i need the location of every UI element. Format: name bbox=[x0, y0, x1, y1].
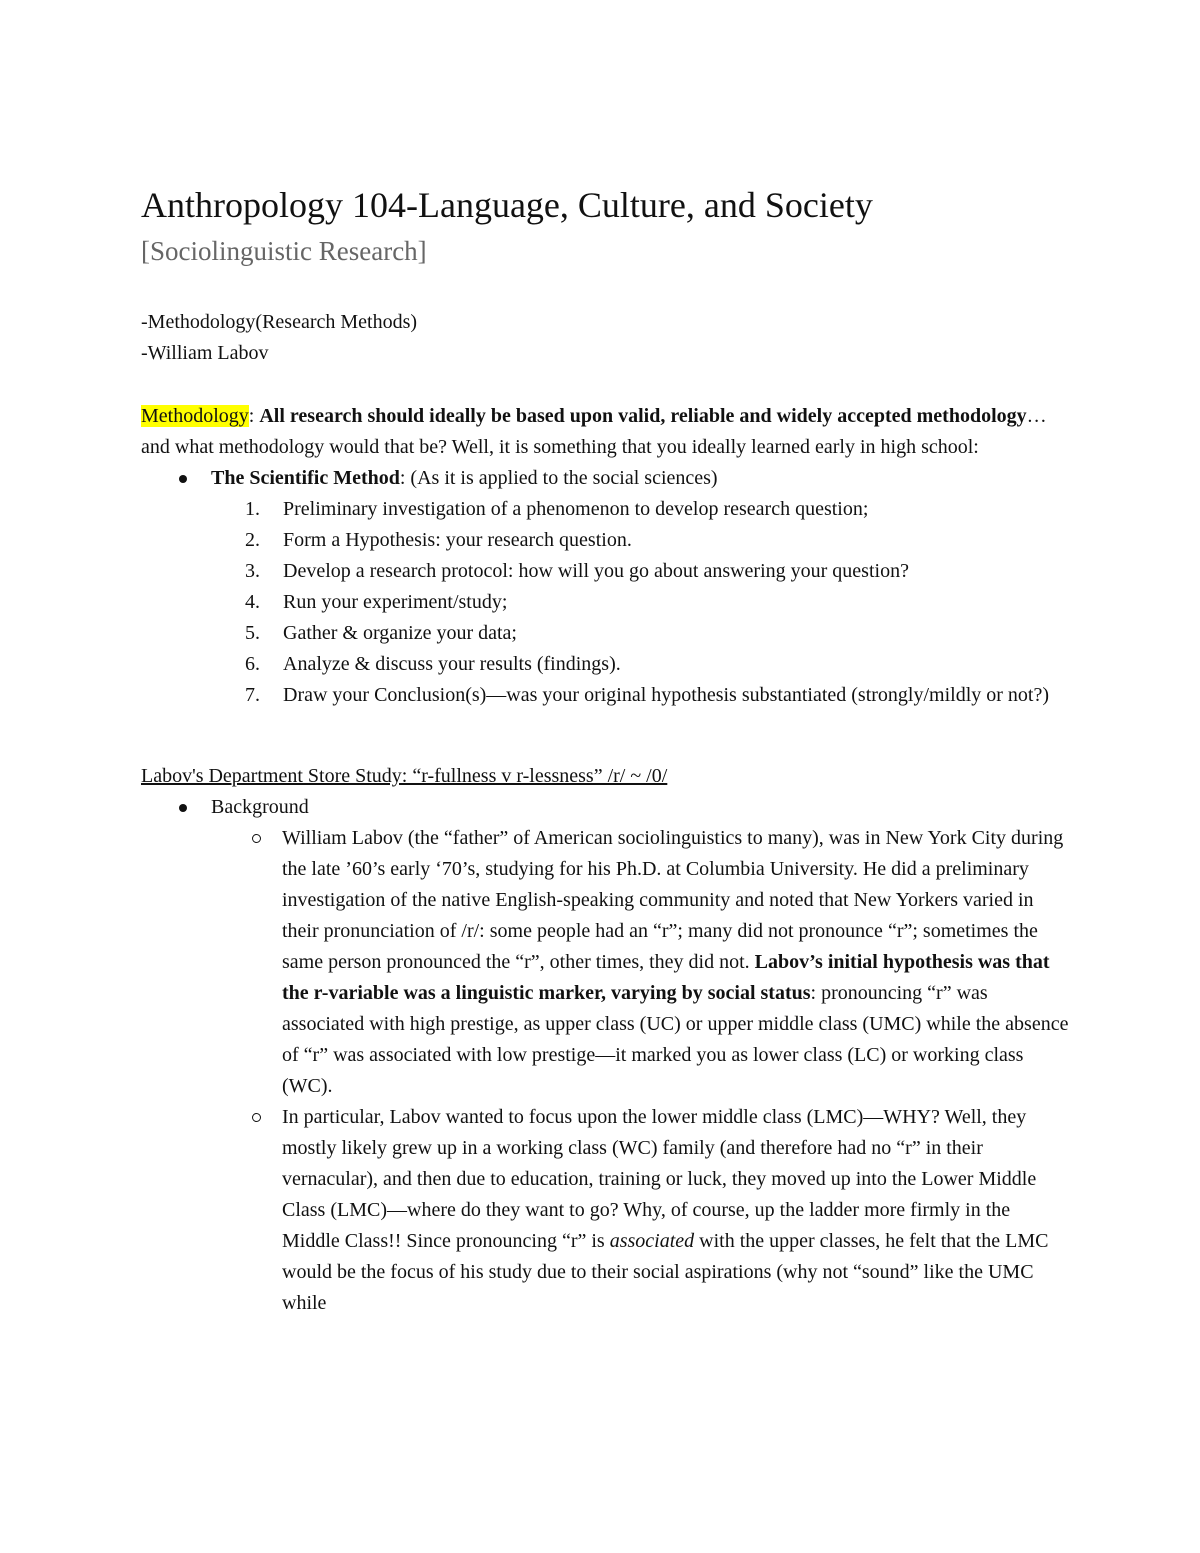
step-number: 1. bbox=[245, 498, 260, 520]
document-title: Anthropology 104-Language, Culture, and Society bbox=[141, 185, 873, 225]
step-number: 2. bbox=[245, 529, 260, 551]
circle-bullet-icon bbox=[252, 1113, 261, 1122]
step-number: 6. bbox=[245, 653, 260, 675]
step-item bbox=[141, 494, 1071, 525]
bullet-icon bbox=[179, 804, 187, 812]
colon: : bbox=[248, 405, 260, 427]
point-text: William Labov (the “father” of American sociolinguistics to many), was in New York City during the late ’60’s early ‘70’s, studying for his Ph.D. at Columbia University. He did a preliminary investigation of the native English-speaking community and noted that New Yorkers varied in their pronunciation of /r/: some people had an “r”; many did not pronounce “r”; sometimes the same person pronounced the “r”, other times, they did not. bbox=[282, 827, 1064, 973]
scientific-method-label: The Scientific Method bbox=[211, 467, 400, 489]
step-number: 4. bbox=[245, 591, 260, 613]
point-text: In particular, Labov wanted to focus upon the lower middle class (LMC)—WHY? Well, they mostly likely grew up in a working class (WC) family (and therefore had no “r” in their vernacular), and then due to education, training or luck, they moved up into the Lower Middle Class (LMC)—where do they want to go? Why, of course, up the ladder more firmly in the Middle Class!! Since pronouncing “r” is bbox=[282, 1106, 1037, 1252]
step-text: Form a Hypothesis: your research question. bbox=[283, 529, 632, 551]
methodology-rest-text: …and what methodology would that be? Well, it is something that you ideally learned early in high school: bbox=[141, 405, 1047, 458]
list-item bbox=[141, 823, 1071, 1102]
scientific-method-rest: : (As it is applied to the social sciences) bbox=[399, 467, 718, 489]
step-text: Gather & organize your data; bbox=[283, 622, 517, 644]
step-item bbox=[141, 556, 1071, 587]
step-text: Run your experiment/study; bbox=[283, 591, 508, 613]
background-points bbox=[141, 823, 1071, 1319]
list-item bbox=[141, 1102, 1071, 1319]
bullet-icon bbox=[179, 475, 187, 483]
document-subtitle: [Sociolinguistic Research] bbox=[141, 236, 427, 266]
step-item bbox=[141, 649, 1071, 680]
step-text: Draw your Conclusion(s)—was your original hypothesis substantiated (strongly/mildly or not?) bbox=[283, 684, 1050, 706]
labov-outline bbox=[141, 792, 1071, 823]
step-text: Preliminary investigation of a phenomenon to develop research question; bbox=[283, 498, 869, 520]
step-text: Develop a research protocol: how will you go about answering your question? bbox=[283, 560, 909, 582]
step-item bbox=[141, 587, 1071, 618]
topic-item: -Methodology(Research Methods) bbox=[141, 311, 418, 333]
highlighted-term: Methodology bbox=[141, 405, 249, 427]
italic-term: associated bbox=[609, 1230, 695, 1252]
step-number: 5. bbox=[245, 622, 260, 644]
hypothesis-bold-text: Labov’s initial hypothesis was that the r-variable was a linguistic marker, varying by social status bbox=[282, 951, 1050, 1004]
methodology-paragraph bbox=[141, 401, 1071, 463]
circle-bullet-icon bbox=[252, 834, 261, 843]
point-text: with the upper classes, he felt that the LMC would be the focus of his study due to their social aspirations (why not “sound” like the UMC while bbox=[282, 1230, 1049, 1314]
document-content bbox=[141, 183, 1071, 1319]
scientific-method-steps bbox=[141, 494, 1071, 711]
step-number: 7. bbox=[245, 684, 260, 706]
background-label: Background bbox=[211, 796, 309, 818]
topic-item: -William Labov bbox=[141, 342, 269, 364]
step-text: Analyze & discuss your results (findings). bbox=[283, 653, 621, 675]
list-item bbox=[141, 792, 1071, 823]
step-number: 3. bbox=[245, 560, 260, 582]
methodology-bold-text: All research should ideally be based upon valid, reliable and widely accepted methodology bbox=[259, 405, 1027, 427]
step-item bbox=[141, 525, 1071, 556]
step-item bbox=[141, 618, 1071, 649]
point-text: : pronouncing “r” was associated with high prestige, as upper class (UC) or upper middle class (UMC) while the absence of “r” was associated with low prestige—it marked you as lower class (LC) or working class (WC). bbox=[282, 982, 1069, 1097]
list-item bbox=[141, 463, 1071, 494]
labov-section-heading: Labov's Department Store Study: “r-fullness v r-lessness” /r/ ~ /0/ bbox=[141, 765, 668, 787]
scientific-method-list bbox=[141, 463, 1071, 494]
topic-list bbox=[141, 307, 1071, 369]
step-item bbox=[141, 680, 1071, 711]
